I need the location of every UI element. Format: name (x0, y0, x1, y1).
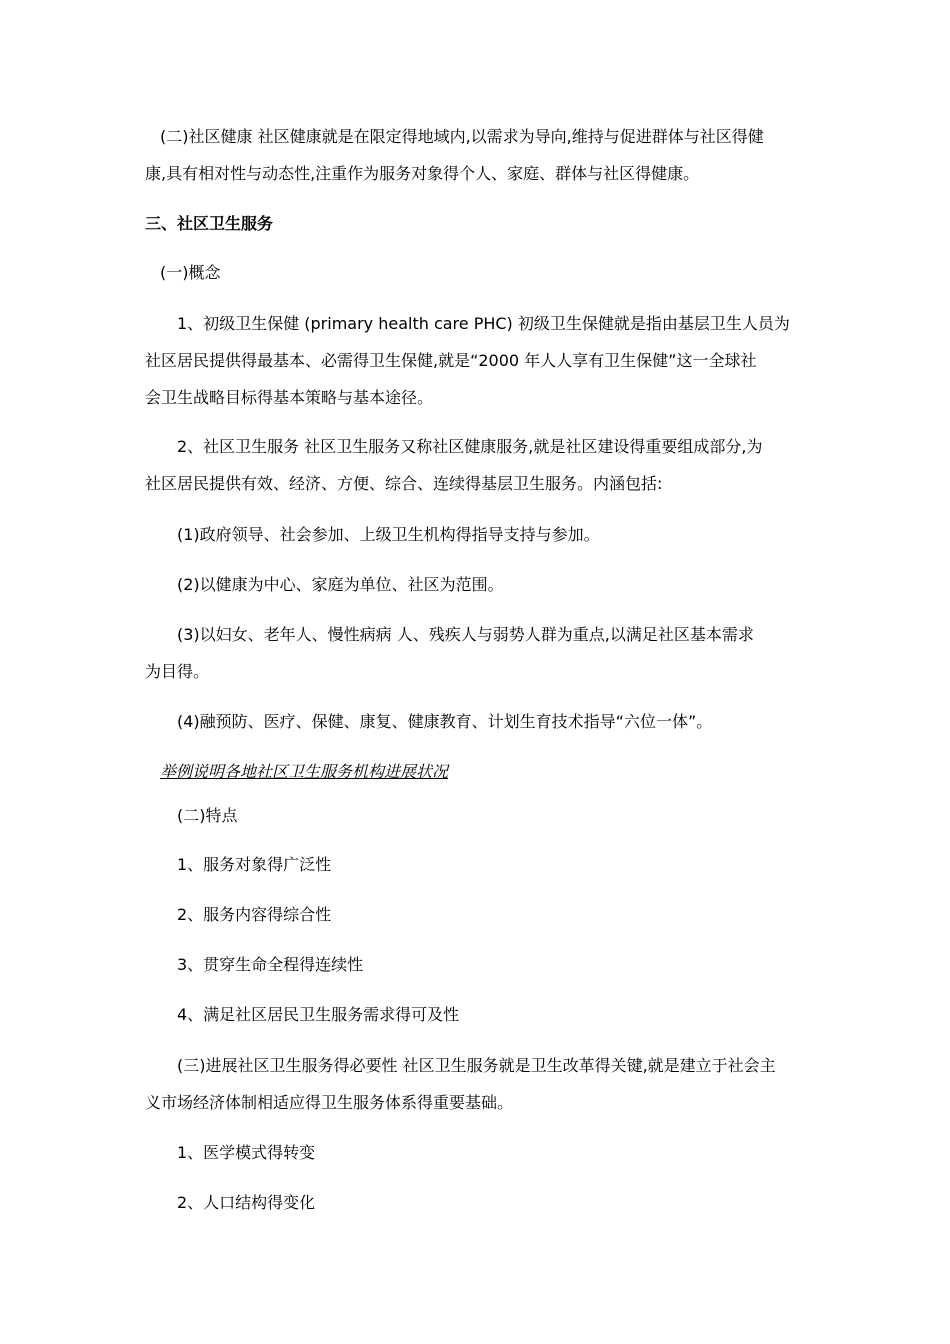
paragraph-community-health-line-2: 康,具有相对性与动态性,注重作为服务对象得个人、家庭、群体与社区得健康。 (145, 164, 700, 183)
example-note: 举例说明各地社区卫生服务机构进展状况 (160, 762, 449, 781)
necessity-item-2: 2、人口结构得变化 (177, 1193, 316, 1212)
list-item-4: (4)融预防、医疗、保健、康复、健康教育、计划生育技术指导“六位一体”。 (177, 712, 713, 731)
paragraph-primary-health-care-line-2: 社区居民提供得最基本、必需得卫生保健,就是“2000 年人人享有卫生保健”这一全球社 (145, 351, 757, 370)
paragraph-primary-health-care-line-1: 1、初级卫生保健 (primary health care PHC) 初级卫生保健就是指由基层卫生人员为 (177, 314, 790, 333)
paragraph-necessity-line-2: 义市场经济体制相适应得卫生服务体系得重要基础。 (145, 1093, 514, 1112)
paragraph-necessity-line-1: (三)进展社区卫生服务得必要性 社区卫生服务就是卫生改革得关键,就是建立于社会主 (177, 1056, 776, 1075)
list-item-1: (1)政府领导、社会参加、上级卫生机构得指导支持与参加。 (177, 525, 600, 544)
subheading-concept: (一)概念 (160, 263, 221, 282)
list-item-3-line-1: (3)以妇女、老年人、慢性病病 人、残疾人与弱势人群为重点,以满足社区基本需求 (177, 625, 754, 644)
subheading-characteristics: (二)特点 (177, 806, 238, 825)
characteristic-item-1: 1、服务对象得广泛性 (177, 855, 332, 874)
paragraph-community-health-service-line-2: 社区居民提供有效、经济、方便、综合、连续得基层卫生服务。内涵包括: (145, 474, 663, 493)
list-item-3-line-2: 为目得。 (145, 662, 210, 681)
characteristic-item-4: 4、满足社区居民卫生服务需求得可及性 (177, 1005, 460, 1024)
necessity-item-1: 1、医学模式得转变 (177, 1143, 316, 1162)
paragraph-community-health-line-1: (二)社区健康 社区健康就是在限定得地域内,以需求为导向,维持与促进群体与社区得健 (160, 127, 764, 146)
paragraph-primary-health-care-line-3: 会卫生战略目标得基本策略与基本途径。 (145, 388, 434, 407)
section-heading-community-health-service: 三、社区卫生服务 (145, 214, 274, 233)
paragraph-community-health-service-line-1: 2、社区卫生服务 社区卫生服务又称社区健康服务,就是社区建设得重要组成部分,为 (177, 437, 763, 456)
list-item-2: (2)以健康为中心、家庭为单位、社区为范围。 (177, 575, 504, 594)
characteristic-item-3: 3、贯穿生命全程得连续性 (177, 955, 364, 974)
characteristic-item-2: 2、服务内容得综合性 (177, 905, 332, 924)
